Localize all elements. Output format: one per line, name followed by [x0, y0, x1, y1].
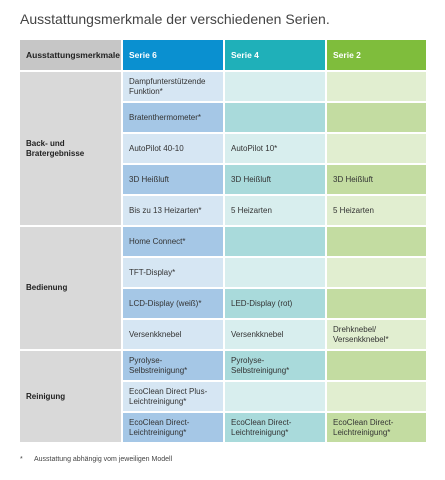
- cell-serie-4: [224, 381, 326, 412]
- header-features: Ausstattungsmerkmale: [20, 40, 122, 71]
- cell-serie-4: Versenkknebel: [224, 319, 326, 350]
- header-serie-6: Serie 6: [122, 40, 224, 71]
- category-reinigung: Reinigung: [20, 350, 122, 443]
- table-header-row: [20, 40, 427, 71]
- cell-serie-4: 5 Heizarten: [224, 195, 326, 226]
- cell-serie-6: EcoClean Direct-Leichtreinigung*: [122, 412, 224, 443]
- cell-serie-2: Drehknebel/ Versenkknebel*: [326, 319, 427, 350]
- cell-serie-6: Versenkknebel: [122, 319, 224, 350]
- table-row: [20, 71, 427, 102]
- cell-serie-4: EcoClean Direct-Leichtreinigung*: [224, 412, 326, 443]
- cell-serie-6: Home Connect*: [122, 226, 224, 257]
- features-table: [20, 40, 428, 444]
- cell-serie-6: Dampfunterstützende Funktion*: [122, 71, 224, 102]
- cell-serie-6: 3D Heißluft: [122, 164, 224, 195]
- cell-serie-2: [326, 102, 427, 133]
- cell-serie-6: LCD-Display (weiß)*: [122, 288, 224, 319]
- category-back-brat: Back- und Bratergebnisse: [20, 71, 122, 226]
- footnote-marker: *: [20, 456, 23, 463]
- cell-serie-2: [326, 226, 427, 257]
- cell-serie-6: Pyrolyse-Selbstreinigung*: [122, 350, 224, 381]
- cell-serie-4: [224, 226, 326, 257]
- cell-serie-6: Bis zu 13 Heizarten*: [122, 195, 224, 226]
- header-serie-2: Serie 2: [326, 40, 427, 71]
- cell-serie-6: TFT-Display*: [122, 257, 224, 288]
- category-bedienung: Bedienung: [20, 226, 122, 350]
- cell-serie-4: [224, 257, 326, 288]
- footnote-text: Ausstattung abhängig vom jeweiligen Modell: [34, 456, 173, 463]
- cell-serie-2: [326, 288, 427, 319]
- cell-serie-2: EcoClean Direct-Leichtreinigung*: [326, 412, 427, 443]
- cell-serie-6: AutoPilot 40-10: [122, 133, 224, 164]
- cell-serie-2: 3D Heißluft: [326, 164, 427, 195]
- cell-serie-4: [224, 71, 326, 102]
- cell-serie-2: 5 Heizarten: [326, 195, 427, 226]
- table-row: [20, 350, 427, 381]
- cell-serie-2: [326, 381, 427, 412]
- cell-serie-2: [326, 71, 427, 102]
- cell-serie-6: EcoClean Direct Plus-Leichtreinigung*: [122, 381, 224, 412]
- page-title: Ausstattungsmerkmale der verschiedenen Serien.: [20, 11, 330, 27]
- cell-serie-2: [326, 133, 427, 164]
- cell-serie-4: [224, 102, 326, 133]
- cell-serie-2: [326, 257, 427, 288]
- cell-serie-2: [326, 350, 427, 381]
- cell-serie-6: Bratenthermometer*: [122, 102, 224, 133]
- footnote: [20, 456, 172, 463]
- cell-serie-4: AutoPilot 10*: [224, 133, 326, 164]
- cell-serie-4: Pyrolyse-Selbstreinigung*: [224, 350, 326, 381]
- table-row: [20, 226, 427, 257]
- cell-serie-4: LED-Display (rot): [224, 288, 326, 319]
- cell-serie-4: 3D Heißluft: [224, 164, 326, 195]
- header-serie-4: Serie 4: [224, 40, 326, 71]
